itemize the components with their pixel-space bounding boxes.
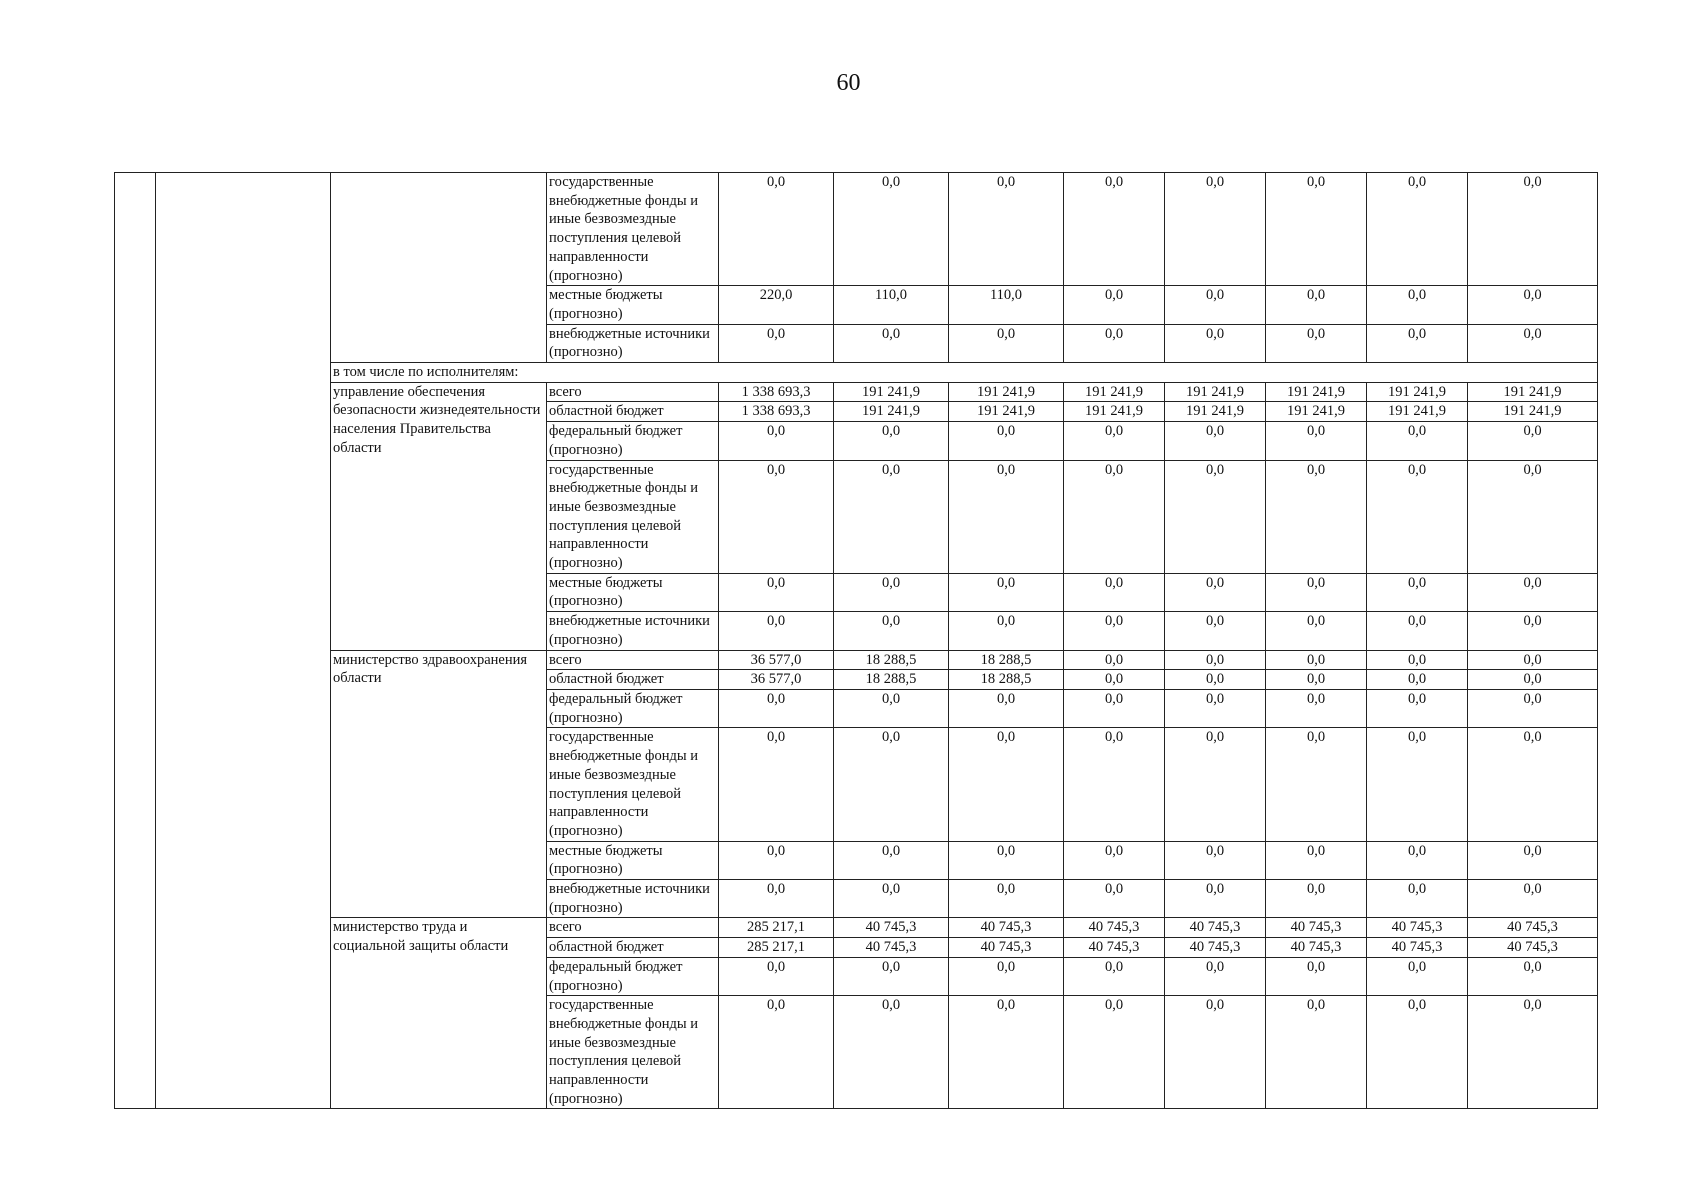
funding-source-cell: местные бюджеты (прогнозно) — [547, 573, 719, 611]
value-cell: 0,0 — [1266, 996, 1367, 1109]
value-cell: 0,0 — [1468, 573, 1598, 611]
funding-source-cell: внебюджетные источники (прогнозно) — [547, 612, 719, 650]
value-cell: 191 241,9 — [1165, 402, 1266, 422]
value-cell: 0,0 — [1468, 880, 1598, 918]
value-cell: 0,0 — [949, 173, 1064, 286]
value-cell: 0,0 — [1266, 612, 1367, 650]
value-cell: 191 241,9 — [949, 402, 1064, 422]
value-cell: 0,0 — [1367, 324, 1468, 362]
value-cell: 0,0 — [719, 689, 834, 727]
funding-source-cell: государственные внебюджетные фонды и иные безвозмездные поступления целевой направленности (прогнозно) — [547, 460, 719, 573]
funding-source-cell: внебюджетные источники (прогнозно) — [547, 880, 719, 918]
value-cell: 0,0 — [1064, 422, 1165, 460]
value-cell: 285 217,1 — [719, 918, 834, 938]
value-cell: 0,0 — [1266, 460, 1367, 573]
value-cell: 40 745,3 — [1165, 918, 1266, 938]
page-number: 60 — [836, 70, 861, 96]
value-cell: 0,0 — [834, 957, 949, 995]
value-cell: 0,0 — [1064, 689, 1165, 727]
value-cell: 0,0 — [1064, 957, 1165, 995]
table-row — [115, 173, 1598, 286]
value-cell: 0,0 — [1165, 728, 1266, 841]
funding-source-cell: местные бюджеты (прогнозно) — [547, 286, 719, 324]
value-cell: 40 745,3 — [949, 938, 1064, 958]
value-cell: 0,0 — [719, 612, 834, 650]
value-cell: 0,0 — [1064, 996, 1165, 1109]
value-cell: 0,0 — [1468, 841, 1598, 879]
value-cell: 0,0 — [1367, 880, 1468, 918]
value-cell: 0,0 — [719, 996, 834, 1109]
value-cell: 0,0 — [1165, 841, 1266, 879]
value-cell: 0,0 — [834, 880, 949, 918]
value-cell: 0,0 — [1468, 612, 1598, 650]
value-cell: 0,0 — [1064, 728, 1165, 841]
value-cell: 0,0 — [1367, 670, 1468, 690]
value-cell: 0,0 — [834, 612, 949, 650]
table-row — [115, 918, 1598, 938]
value-cell: 0,0 — [1266, 286, 1367, 324]
value-cell: 0,0 — [719, 324, 834, 362]
number-column-cell — [115, 173, 156, 1109]
value-cell: 0,0 — [949, 460, 1064, 573]
value-cell: 40 745,3 — [834, 918, 949, 938]
value-cell: 0,0 — [1165, 996, 1266, 1109]
value-cell: 0,0 — [1468, 957, 1598, 995]
funding-source-cell: государственные внебюджетные фонды и иные безвозмездные поступления целевой направленности (прогнозно) — [547, 728, 719, 841]
executor-column-cell — [331, 173, 547, 363]
funding-source-cell: государственные внебюджетные фонды и иные безвозмездные поступления целевой направленности (прогнозно) — [547, 173, 719, 286]
value-cell: 0,0 — [1367, 957, 1468, 995]
value-cell: 18 288,5 — [949, 650, 1064, 670]
funding-source-cell: областной бюджет — [547, 402, 719, 422]
value-cell: 0,0 — [834, 422, 949, 460]
value-cell: 0,0 — [1468, 670, 1598, 690]
value-cell: 0,0 — [834, 996, 949, 1109]
value-cell: 0,0 — [719, 957, 834, 995]
value-cell: 0,0 — [1064, 573, 1165, 611]
value-cell: 0,0 — [1165, 422, 1266, 460]
value-cell: 0,0 — [1064, 286, 1165, 324]
value-cell: 0,0 — [1266, 728, 1367, 841]
value-cell: 0,0 — [1064, 841, 1165, 879]
value-cell: 0,0 — [834, 841, 949, 879]
value-cell: 0,0 — [1367, 841, 1468, 879]
value-cell: 0,0 — [1165, 670, 1266, 690]
section-label: в том числе по исполнителям: — [331, 363, 1598, 383]
section-row — [115, 363, 1598, 383]
value-cell: 0,0 — [1468, 689, 1598, 727]
value-cell: 0,0 — [1266, 650, 1367, 670]
value-cell: 18 288,5 — [949, 670, 1064, 690]
value-cell: 191 241,9 — [834, 402, 949, 422]
value-cell: 0,0 — [1064, 460, 1165, 573]
value-cell: 0,0 — [1165, 460, 1266, 573]
value-cell: 0,0 — [1266, 324, 1367, 362]
value-cell: 0,0 — [719, 573, 834, 611]
value-cell: 0,0 — [834, 460, 949, 573]
value-cell: 0,0 — [719, 460, 834, 573]
value-cell: 0,0 — [949, 880, 1064, 918]
funding-source-cell: федеральный бюджет (прогнозно) — [547, 422, 719, 460]
value-cell: 191 241,9 — [1367, 382, 1468, 402]
value-cell: 40 745,3 — [834, 938, 949, 958]
value-cell: 0,0 — [949, 324, 1064, 362]
value-cell: 0,0 — [1468, 460, 1598, 573]
funding-source-cell: внебюджетные источники (прогнозно) — [547, 324, 719, 362]
value-cell: 191 241,9 — [949, 382, 1064, 402]
value-cell: 36 577,0 — [719, 650, 834, 670]
executor-name: министерство здравоохранения области — [331, 650, 547, 918]
value-cell: 0,0 — [1165, 324, 1266, 362]
value-cell: 0,0 — [949, 612, 1064, 650]
value-cell: 0,0 — [949, 957, 1064, 995]
program-column-cell — [156, 173, 331, 1109]
value-cell: 0,0 — [1367, 650, 1468, 670]
value-cell: 285 217,1 — [719, 938, 834, 958]
funding-source-cell: областной бюджет — [547, 670, 719, 690]
value-cell: 0,0 — [1367, 996, 1468, 1109]
value-cell: 18 288,5 — [834, 670, 949, 690]
value-cell: 220,0 — [719, 286, 834, 324]
value-cell: 110,0 — [949, 286, 1064, 324]
value-cell: 1 338 693,3 — [719, 402, 834, 422]
value-cell: 40 745,3 — [1266, 918, 1367, 938]
value-cell: 0,0 — [834, 689, 949, 727]
value-cell: 191 241,9 — [1468, 382, 1598, 402]
value-cell: 0,0 — [1165, 286, 1266, 324]
table-row — [115, 382, 1598, 402]
value-cell: 40 745,3 — [1468, 938, 1598, 958]
value-cell: 0,0 — [1064, 880, 1165, 918]
value-cell: 0,0 — [1367, 286, 1468, 324]
value-cell: 0,0 — [834, 173, 949, 286]
value-cell: 0,0 — [1064, 173, 1165, 286]
value-cell: 40 745,3 — [1468, 918, 1598, 938]
budget-table — [114, 172, 1598, 1109]
value-cell: 0,0 — [1064, 612, 1165, 650]
funding-source-cell: федеральный бюджет (прогнозно) — [547, 689, 719, 727]
value-cell: 40 745,3 — [1064, 918, 1165, 938]
value-cell: 0,0 — [1367, 728, 1468, 841]
value-cell: 0,0 — [1468, 996, 1598, 1109]
value-cell: 0,0 — [949, 573, 1064, 611]
value-cell: 191 241,9 — [1266, 402, 1367, 422]
executor-name: управление обеспечения безопасности жизнедеятельности населения Правительства области — [331, 382, 547, 650]
value-cell: 0,0 — [834, 324, 949, 362]
value-cell: 1 338 693,3 — [719, 382, 834, 402]
value-cell: 40 745,3 — [1367, 918, 1468, 938]
value-cell: 40 745,3 — [1165, 938, 1266, 958]
value-cell: 0,0 — [1064, 650, 1165, 670]
value-cell: 0,0 — [949, 841, 1064, 879]
value-cell: 0,0 — [1367, 689, 1468, 727]
funding-source-cell: государственные внебюджетные фонды и иные безвозмездные поступления целевой направленности (прогнозно) — [547, 996, 719, 1109]
value-cell: 0,0 — [949, 996, 1064, 1109]
funding-source-cell: всего — [547, 650, 719, 670]
value-cell: 0,0 — [1367, 573, 1468, 611]
value-cell: 0,0 — [1165, 612, 1266, 650]
value-cell: 0,0 — [1266, 670, 1367, 690]
value-cell: 0,0 — [719, 841, 834, 879]
value-cell: 0,0 — [1165, 573, 1266, 611]
value-cell: 0,0 — [1266, 689, 1367, 727]
value-cell: 0,0 — [719, 422, 834, 460]
value-cell: 0,0 — [1367, 422, 1468, 460]
value-cell: 40 745,3 — [1266, 938, 1367, 958]
value-cell: 40 745,3 — [1064, 938, 1165, 958]
funding-source-cell: областной бюджет — [547, 938, 719, 958]
value-cell: 40 745,3 — [949, 918, 1064, 938]
value-cell: 18 288,5 — [834, 650, 949, 670]
funding-source-cell: местные бюджеты (прогнозно) — [547, 841, 719, 879]
value-cell: 0,0 — [949, 689, 1064, 727]
value-cell: 0,0 — [949, 728, 1064, 841]
value-cell: 191 241,9 — [1064, 382, 1165, 402]
value-cell: 0,0 — [1468, 173, 1598, 286]
value-cell: 0,0 — [719, 880, 834, 918]
value-cell: 0,0 — [1367, 612, 1468, 650]
value-cell: 0,0 — [1468, 728, 1598, 841]
value-cell: 0,0 — [1468, 286, 1598, 324]
value-cell: 0,0 — [1064, 324, 1165, 362]
value-cell: 191 241,9 — [1165, 382, 1266, 402]
value-cell: 0,0 — [1468, 324, 1598, 362]
value-cell: 0,0 — [1165, 689, 1266, 727]
value-cell: 191 241,9 — [1367, 402, 1468, 422]
value-cell: 191 241,9 — [1064, 402, 1165, 422]
value-cell: 0,0 — [1266, 880, 1367, 918]
funding-source-cell: всего — [547, 382, 719, 402]
value-cell: 0,0 — [949, 422, 1064, 460]
value-cell: 0,0 — [719, 173, 834, 286]
value-cell: 0,0 — [1266, 841, 1367, 879]
value-cell: 110,0 — [834, 286, 949, 324]
funding-source-cell: всего — [547, 918, 719, 938]
value-cell: 0,0 — [1367, 460, 1468, 573]
value-cell: 191 241,9 — [1468, 402, 1598, 422]
value-cell: 0,0 — [1165, 880, 1266, 918]
value-cell: 0,0 — [1064, 670, 1165, 690]
executor-name: министерство труда и социальной защиты области — [331, 918, 547, 1109]
value-cell: 0,0 — [1165, 650, 1266, 670]
value-cell: 36 577,0 — [719, 670, 834, 690]
value-cell: 0,0 — [1266, 573, 1367, 611]
value-cell: 0,0 — [834, 728, 949, 841]
value-cell: 0,0 — [1266, 422, 1367, 460]
value-cell: 0,0 — [1468, 650, 1598, 670]
value-cell: 0,0 — [719, 728, 834, 841]
value-cell: 0,0 — [834, 573, 949, 611]
value-cell: 0,0 — [1468, 422, 1598, 460]
value-cell: 191 241,9 — [834, 382, 949, 402]
value-cell: 0,0 — [1266, 957, 1367, 995]
table-row — [115, 650, 1598, 670]
value-cell: 0,0 — [1266, 173, 1367, 286]
funding-source-cell: федеральный бюджет (прогнозно) — [547, 957, 719, 995]
value-cell: 0,0 — [1367, 173, 1468, 286]
value-cell: 40 745,3 — [1367, 938, 1468, 958]
value-cell: 0,0 — [1165, 957, 1266, 995]
value-cell: 0,0 — [1165, 173, 1266, 286]
value-cell: 191 241,9 — [1266, 382, 1367, 402]
